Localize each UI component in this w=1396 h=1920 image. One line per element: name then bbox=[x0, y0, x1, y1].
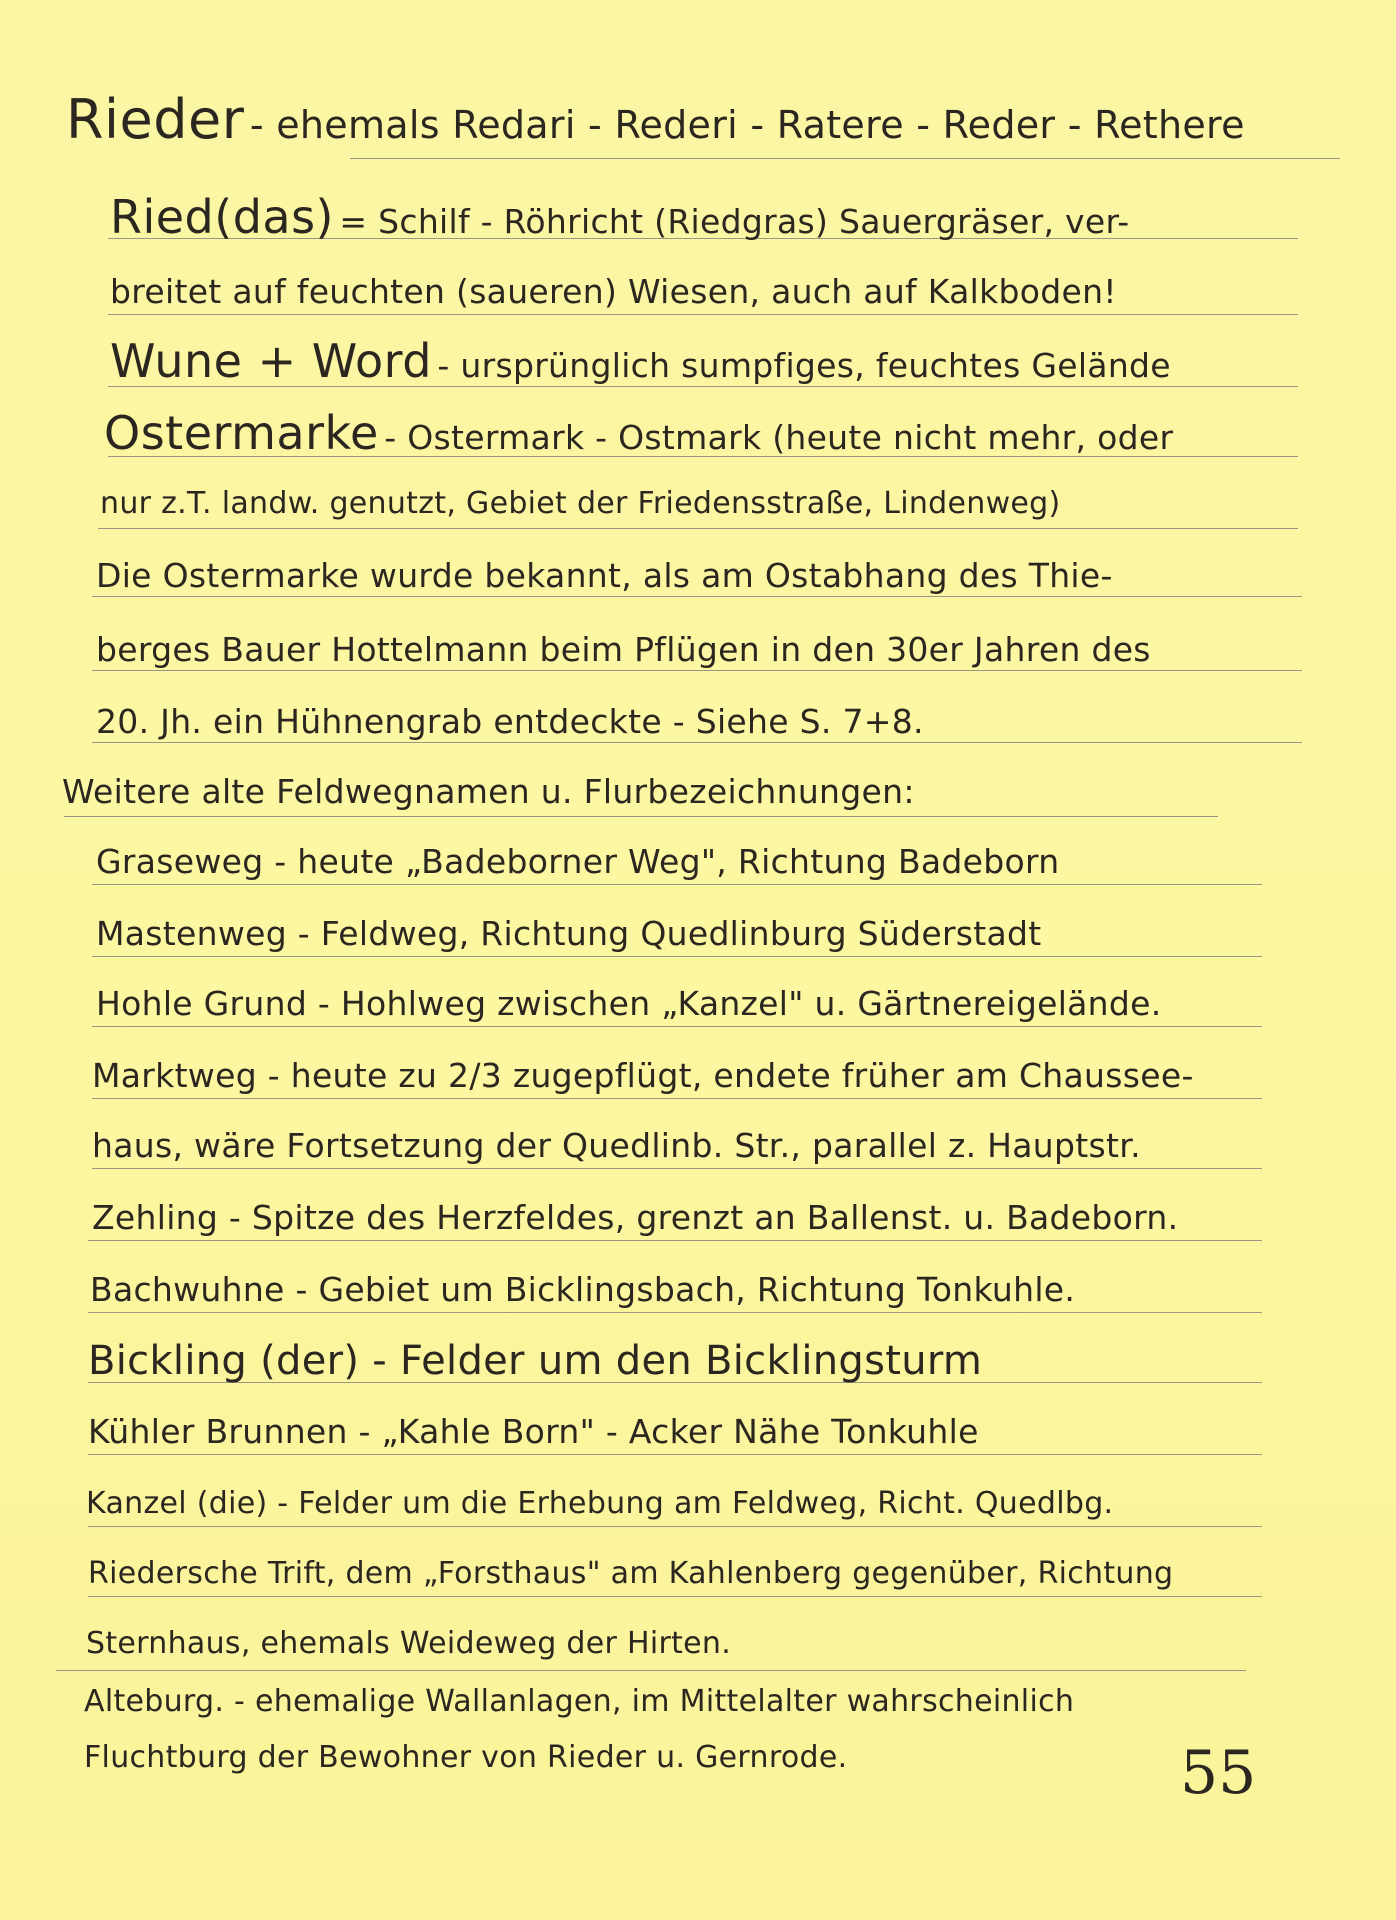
ruled-line bbox=[92, 670, 1302, 671]
ruled-line bbox=[88, 1526, 1262, 1527]
term: Rieder bbox=[66, 88, 245, 151]
definition: - ursprünglich sumpfiges, feuchtes Gelände bbox=[437, 346, 1171, 385]
text-line: Mastenweg - Feldweg, Richtung Quedlinburg Süderstadt bbox=[96, 914, 1042, 953]
text-line: Marktweg - heute zu 2/3 zugepflügt, endete früher am Chaussee- bbox=[92, 1056, 1194, 1095]
text-line: Graseweg - heute „Badeborner Weg", Richtung Badeborn bbox=[96, 842, 1060, 881]
text-line bbox=[104, 406, 1173, 460]
ruled-line bbox=[92, 742, 1302, 743]
text-line: Kühler Brunnen - „Kahle Born" - Acker Nähe Tonkuhle bbox=[88, 1412, 979, 1451]
ruled-line bbox=[92, 884, 1262, 885]
text-line: haus, wäre Fortsetzung der Quedlinb. Str., parallel z. Hauptstr. bbox=[92, 1126, 1141, 1165]
page-number: 55 bbox=[1180, 1738, 1257, 1808]
text-line: Sternhaus, ehemals Weideweg der Hirten. bbox=[86, 1626, 732, 1661]
text-line: Zehling - Spitze des Herzfeldes, grenzt an Ballenst. u. Badeborn. bbox=[92, 1198, 1179, 1237]
text-line: Die Ostermarke wurde bekannt, als am Ostabhang des Thie- bbox=[96, 556, 1113, 595]
definition: - ehemals Redari - Rederi - Ratere - Reder - Rethere bbox=[249, 103, 1245, 147]
ruled-line bbox=[92, 956, 1262, 957]
text-line: Riedersche Trift, dem „Forsthaus" am Kahlenberg gegenüber, Richtung bbox=[88, 1556, 1174, 1591]
text-line: Alteburg. - ehemalige Wallanlagen, im Mittelalter wahrscheinlich bbox=[84, 1684, 1075, 1719]
ruled-line bbox=[64, 816, 1218, 817]
ruled-line bbox=[92, 1026, 1262, 1027]
ruled-line bbox=[108, 314, 1298, 315]
text-line: Fluchtburg der Bewohner von Rieder u. Gernrode. bbox=[84, 1740, 848, 1775]
text-line: Hohle Grund - Hohlweg zwischen „Kanzel" u. Gärtnereigelände. bbox=[96, 984, 1162, 1023]
text-line: nur z.T. landw. genutzt, Gebiet der Friedensstraße, Lindenweg) bbox=[100, 486, 1061, 521]
text-line: Kanzel (die) - Felder um die Erhebung am Feldweg, Richt. Quedlbg. bbox=[86, 1486, 1114, 1521]
term: Ried(das) bbox=[110, 190, 334, 244]
text-line bbox=[110, 334, 1171, 388]
text-line bbox=[110, 190, 1129, 244]
text-line: Bickling (der) - Felder um den Bicklingsturm bbox=[88, 1338, 983, 1384]
ruled-line bbox=[88, 1454, 1262, 1455]
ruled-line bbox=[88, 1240, 1262, 1241]
text-line: 20. Jh. ein Hühnengrab entdeckte - Siehe S. 7+8. bbox=[96, 702, 924, 741]
term: Wune + Word bbox=[110, 334, 432, 388]
ruled-line bbox=[92, 596, 1302, 597]
section-heading: Weitere alte Feldwegnamen u. Flurbezeichnungen: bbox=[62, 772, 915, 811]
ruled-line bbox=[98, 528, 1298, 529]
ruled-line bbox=[56, 1670, 1246, 1671]
text-line: breitet auf feuchten (saueren) Wiesen, auch auf Kalkboden! bbox=[110, 272, 1117, 311]
ruled-line bbox=[92, 1098, 1262, 1099]
ruled-line bbox=[88, 1596, 1262, 1597]
text-line: Bachwuhne - Gebiet um Bicklingsbach, Richtung Tonkuhle. bbox=[90, 1270, 1076, 1309]
text-line bbox=[66, 88, 1245, 151]
definition: - Ostermark - Ostmark (heute nicht mehr, oder bbox=[384, 418, 1174, 457]
definition: = Schilf - Röhricht (Riedgras) Sauergräser, ver- bbox=[339, 202, 1130, 241]
ruled-line bbox=[350, 158, 1340, 159]
ruled-line bbox=[92, 1168, 1262, 1169]
term: Ostermarke bbox=[104, 406, 379, 460]
text-line: berges Bauer Hottelmann beim Pflügen in den 30er Jahren des bbox=[96, 630, 1151, 669]
ruled-line bbox=[88, 1312, 1262, 1313]
